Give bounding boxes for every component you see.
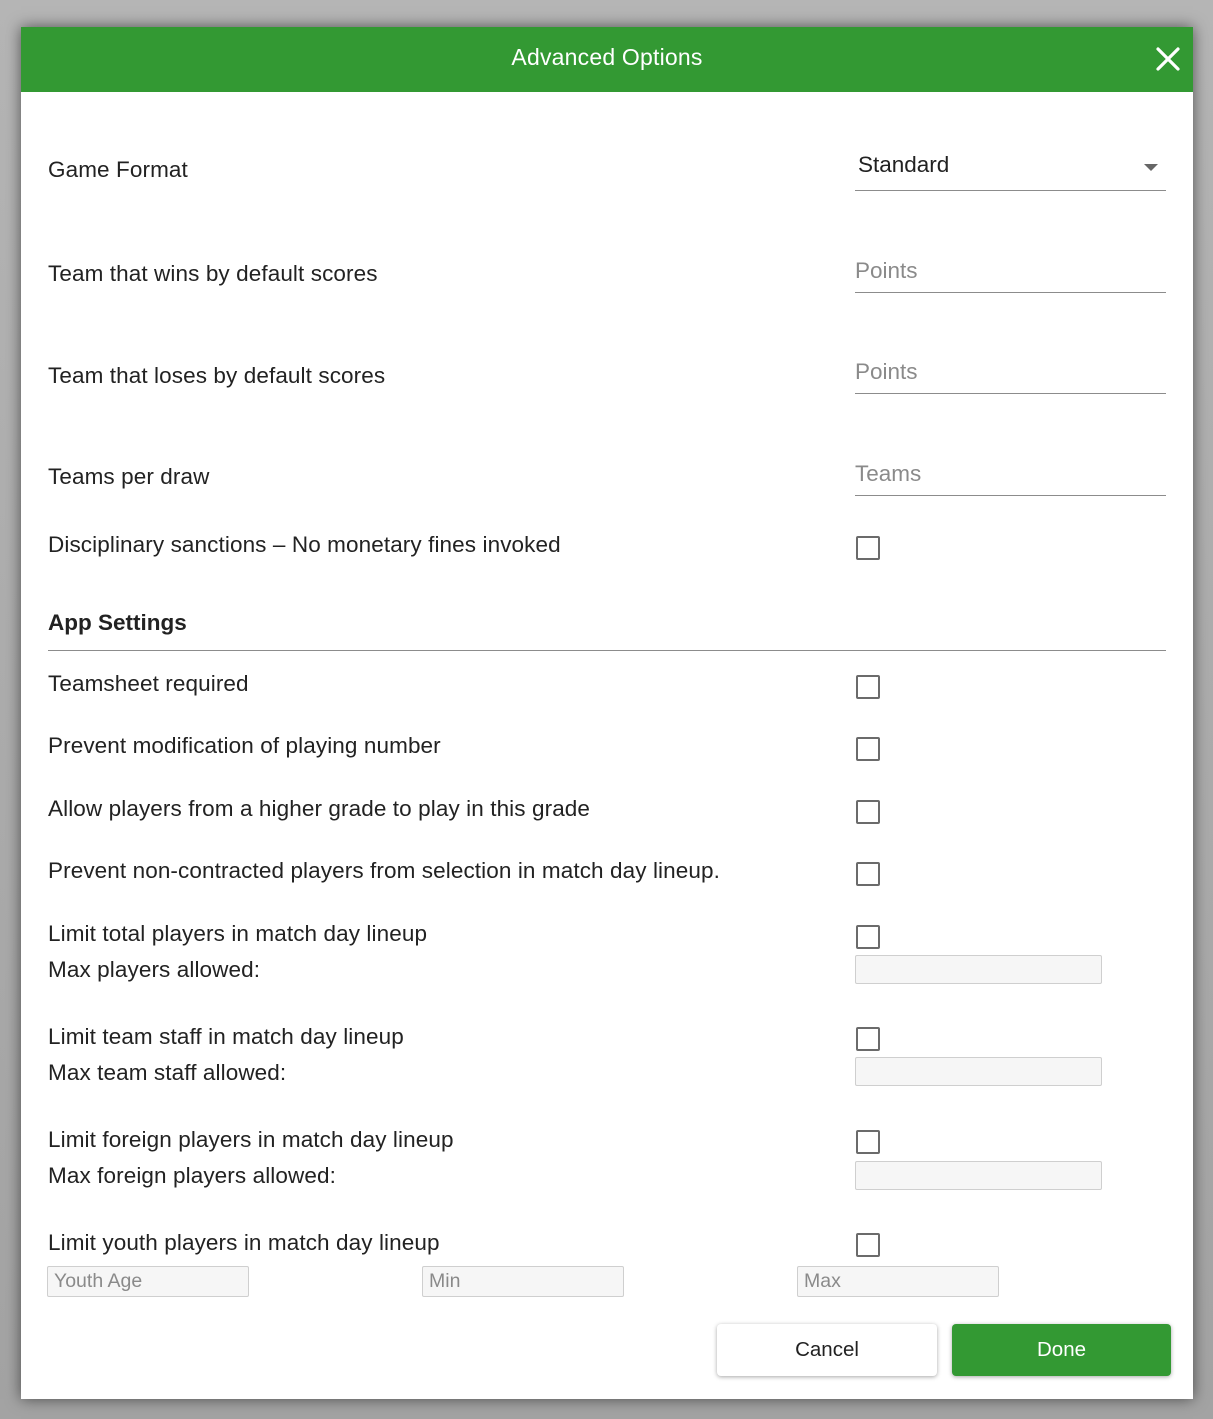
allow-higher-grade-label: Allow players from a higher grade to play in this grade xyxy=(48,796,591,821)
max-players-label: Max players allowed: xyxy=(48,957,261,982)
lose-by-default-input[interactable] xyxy=(855,353,1166,391)
limit-team-staff-label: Limit team staff in match day lineup xyxy=(48,1024,404,1049)
lose-by-default-field xyxy=(855,353,1166,394)
advanced-options-dialog xyxy=(21,27,1193,1399)
win-by-default-label: Team that wins by default scores xyxy=(48,261,378,286)
dialog-title: Advanced Options xyxy=(511,44,703,70)
limit-team-staff-checkbox[interactable] xyxy=(856,1027,880,1051)
close-button[interactable] xyxy=(1154,45,1182,73)
max-team-staff-label: Max team staff allowed: xyxy=(48,1060,287,1085)
app-settings-heading: App Settings xyxy=(48,610,187,635)
teamsheet-required-label: Teamsheet required xyxy=(48,671,249,696)
win-by-default-field xyxy=(855,252,1166,293)
limit-total-players-checkbox[interactable] xyxy=(856,925,880,949)
limit-youth-players-label: Limit youth players in match day lineup xyxy=(48,1230,440,1255)
disciplinary-label: Disciplinary sanctions – No monetary fines invoked xyxy=(48,532,561,557)
prevent-non-contracted-checkbox[interactable] xyxy=(856,862,880,886)
disciplinary-checkbox[interactable] xyxy=(856,536,880,560)
max-foreign-players-label: Max foreign players allowed: xyxy=(48,1163,336,1188)
close-icon xyxy=(1154,45,1182,73)
prevent-playing-number-label: Prevent modification of playing number xyxy=(48,733,441,758)
section-divider xyxy=(48,650,1166,651)
teams-per-draw-field xyxy=(855,455,1166,496)
youth-age-input[interactable] xyxy=(47,1266,249,1297)
prevent-playing-number-checkbox[interactable] xyxy=(856,737,880,761)
limit-foreign-players-checkbox[interactable] xyxy=(856,1130,880,1154)
lose-by-default-label: Team that loses by default scores xyxy=(48,363,386,388)
chevron-down-icon xyxy=(1144,164,1158,171)
win-by-default-input[interactable] xyxy=(855,252,1166,290)
allow-higher-grade-checkbox[interactable] xyxy=(856,800,880,824)
dialog-header xyxy=(21,27,1193,92)
limit-foreign-players-label: Limit foreign players in match day lineup xyxy=(48,1127,454,1152)
youth-min-input[interactable] xyxy=(422,1266,624,1297)
done-button[interactable]: Done xyxy=(952,1324,1171,1376)
teams-per-draw-input[interactable] xyxy=(855,455,1166,493)
prevent-non-contracted-label: Prevent non-contracted players from selection in match day lineup. xyxy=(48,858,720,883)
max-foreign-players-input[interactable] xyxy=(855,1161,1102,1190)
limit-youth-players-checkbox[interactable] xyxy=(856,1233,880,1257)
teamsheet-required-checkbox[interactable] xyxy=(856,675,880,699)
teams-per-draw-label: Teams per draw xyxy=(48,464,210,489)
limit-total-players-label: Limit total players in match day lineup xyxy=(48,921,428,946)
game-format-label: Game Format xyxy=(48,157,188,182)
max-players-input[interactable] xyxy=(855,955,1102,984)
max-team-staff-input[interactable] xyxy=(855,1057,1102,1086)
cancel-button[interactable]: Cancel xyxy=(717,1324,937,1376)
game-format-selected-value: Standard xyxy=(858,152,950,177)
youth-max-input[interactable] xyxy=(797,1266,999,1297)
game-format-select[interactable] xyxy=(855,150,1166,191)
